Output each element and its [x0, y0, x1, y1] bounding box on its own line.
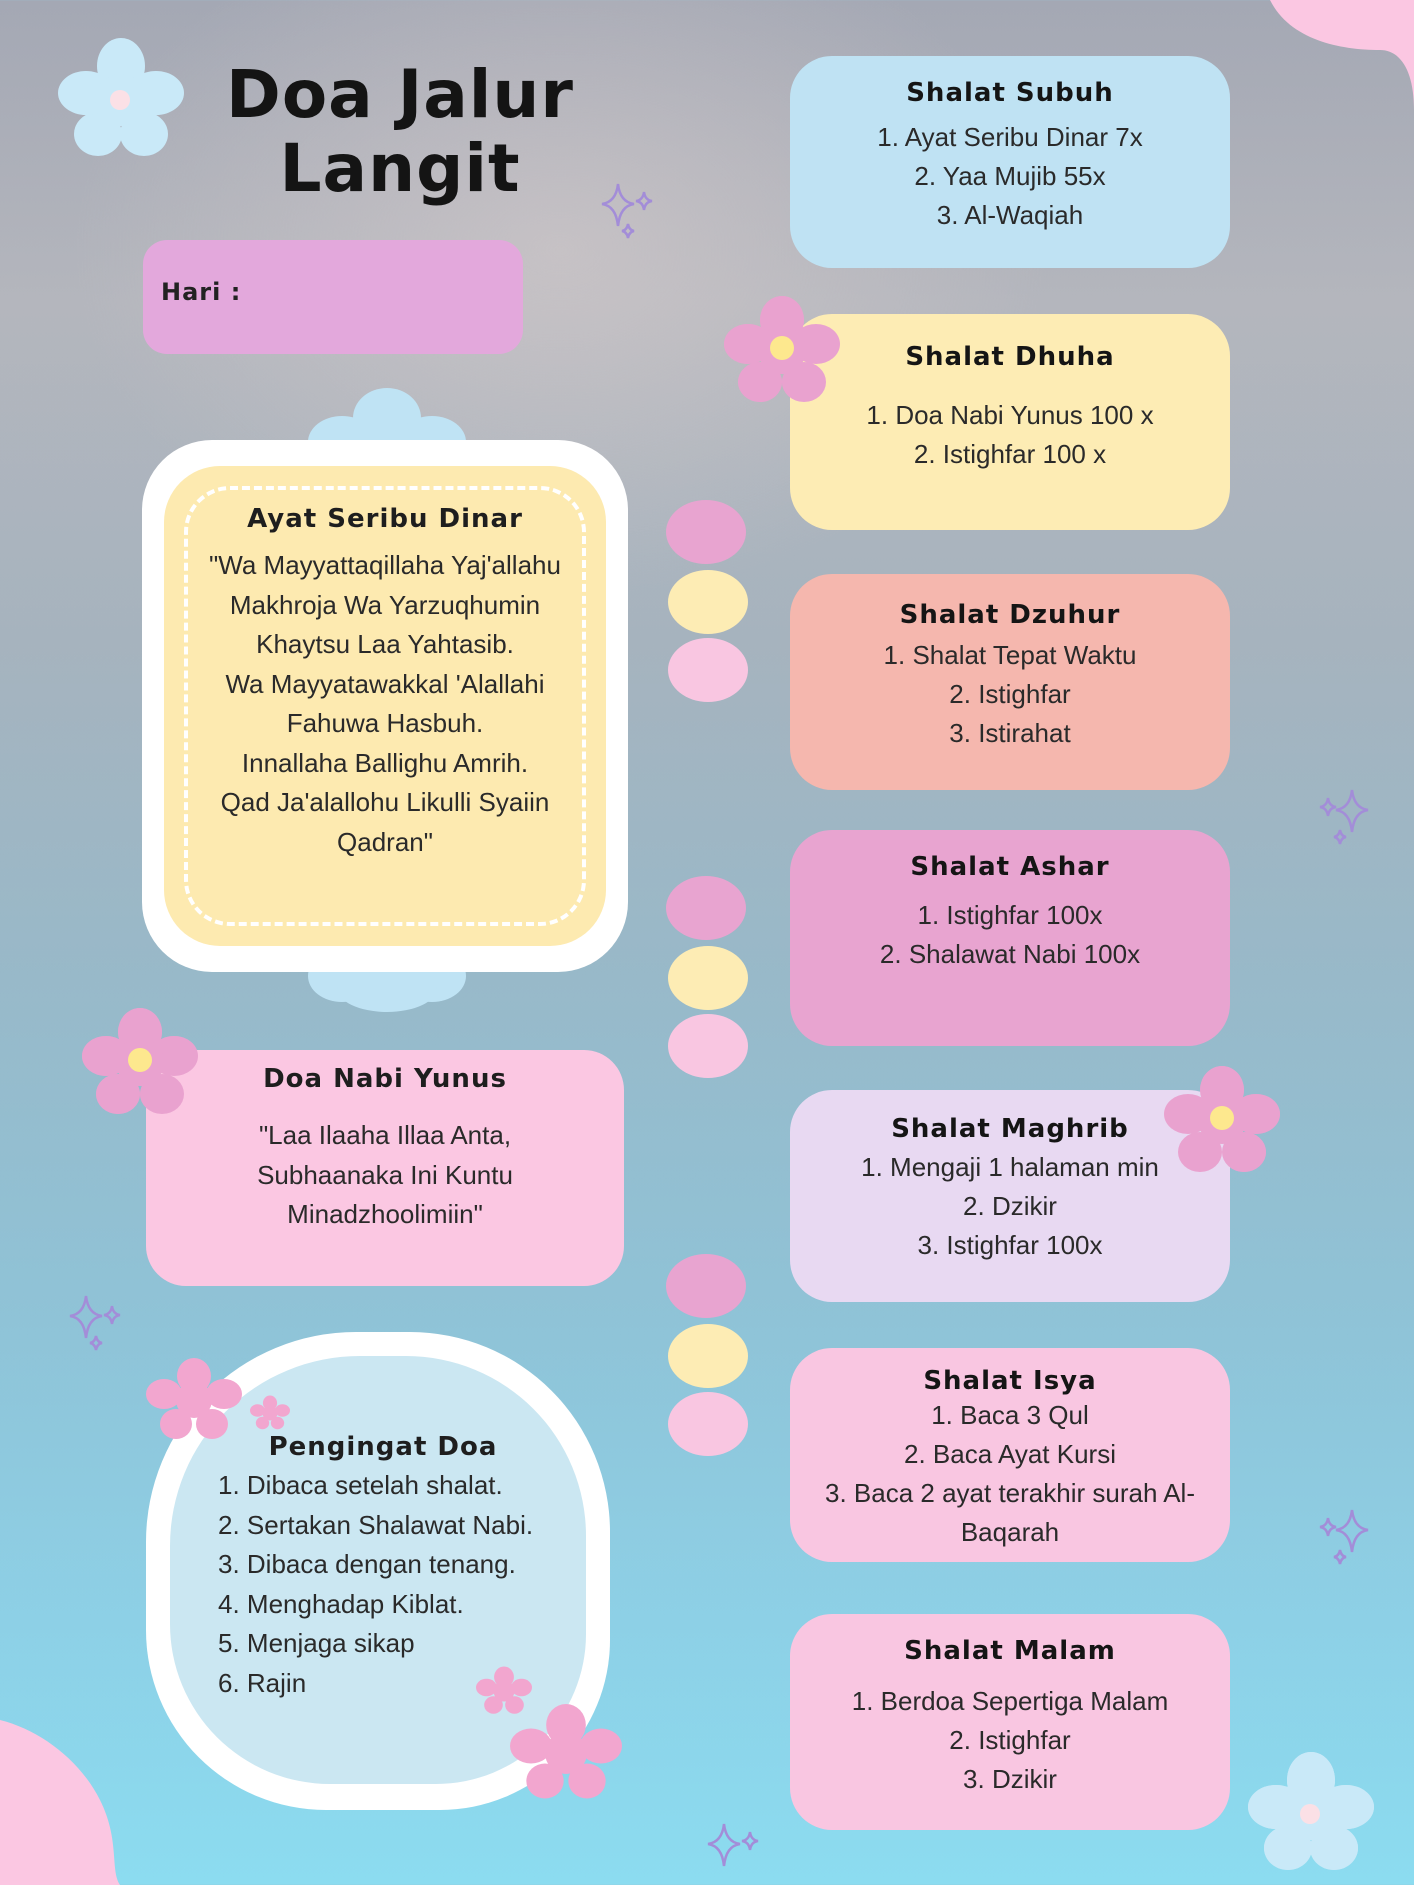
pink-flower-icon: [510, 1704, 622, 1802]
card-item: 1. Ayat Seribu Dinar 7x: [877, 122, 1143, 152]
card-shalat-malam: [790, 1614, 1230, 1830]
ayat-line: Innallaha Ballighu Amrih.: [241, 747, 529, 778]
ayat-lines: [180, 546, 590, 862]
pengingat-item: 2. Sertakan Shalawat Nabi.: [218, 1509, 534, 1540]
pink-flower-icon: [146, 1358, 242, 1442]
pink-flower-icon: [724, 296, 840, 406]
light-pink-dot: [668, 1392, 748, 1456]
card-list: [790, 1396, 1230, 1552]
card-heading: Shalat Dzuhur: [899, 600, 1121, 630]
card-item: 2. Dzikir: [963, 1191, 1057, 1221]
light-pink-dot: [668, 1014, 748, 1078]
blue-flower-icon: [1246, 1752, 1376, 1872]
sparkle-icon: [704, 1820, 764, 1882]
sparkle-icon: [66, 1292, 126, 1354]
ayat-line: Khaytsu Laa Yahtasib.: [256, 629, 514, 659]
yellow-dot: [668, 1324, 748, 1388]
ayat-line: Wa Mayyatawakkal 'Alallahi: [225, 668, 545, 699]
blue-flower-icon: [56, 38, 186, 158]
sparkle-icon: [598, 180, 658, 242]
card-item: 3. Baca 2 ayat terakhir surah Al-: [825, 1478, 1195, 1508]
card-list: [790, 396, 1230, 474]
pink-flower-icon: [82, 1008, 198, 1118]
card-item: 1. Istighfar 100x: [917, 900, 1103, 930]
pink-dot: [666, 1254, 746, 1318]
pengingat-heading: Pengingat Doa: [268, 1432, 498, 1462]
card-shalat-dhuha: [790, 314, 1230, 530]
yunus-heading: Doa Nabi Yunus: [263, 1064, 507, 1094]
pengingat-content: [218, 1432, 578, 1703]
light-pink-dot: [668, 638, 748, 702]
sparkle-icon: [1316, 1506, 1376, 1568]
yunus-lines: [146, 1116, 624, 1235]
card-shalat-subuh: [790, 56, 1230, 268]
card-heading: Shalat Subuh: [906, 78, 1114, 108]
yunus-line: Subhaanaka Ini Kuntu: [257, 1159, 513, 1190]
card-heading: Shalat Maghrib: [891, 1114, 1129, 1144]
card-item: 3. Al-Waqiah: [936, 200, 1084, 230]
yunus-card: [146, 1050, 624, 1286]
card-heading: Shalat Dhuha: [905, 342, 1115, 372]
card-shalat-ashar: [790, 830, 1230, 1046]
yellow-dot: [668, 946, 748, 1010]
ayat-line: "Wa Mayyattaqillaha Yaj'allahu: [209, 550, 561, 580]
card-item: Baqarah: [960, 1517, 1060, 1547]
pengingat-item: 4. Menghadap Kiblat.: [218, 1588, 464, 1619]
card-item: 2. Istighfar 100 x: [913, 439, 1107, 469]
card-list: [790, 118, 1230, 235]
card-item: 2. Istighfar: [949, 1725, 1071, 1755]
yunus-line: "Laa Ilaaha Illaa Anta,: [258, 1120, 512, 1150]
title-line-2: Langit: [279, 130, 521, 207]
page-title: [200, 58, 600, 206]
card-heading: Shalat Ashar: [910, 852, 1110, 882]
pengingat-item: 3. Dibaca dengan tenang.: [218, 1549, 516, 1579]
card-heading: Shalat Malam: [904, 1636, 1116, 1666]
card-item: 2. Yaa Mujib 55x: [914, 161, 1106, 191]
card-item: 3. Istirahat: [949, 718, 1071, 748]
card-item: 1. Baca 3 Qul: [931, 1400, 1089, 1430]
card-item: 3. Dzikir: [963, 1764, 1057, 1794]
title-line-1: Doa Jalur: [226, 56, 574, 133]
card-item: 1. Berdoa Sepertiga Malam: [851, 1686, 1169, 1716]
ayat-line: Qadran": [337, 826, 433, 857]
card-heading: Shalat Isya: [923, 1366, 1097, 1396]
pink-flower-icon: [250, 1394, 290, 1432]
pink-flower-icon: [1164, 1066, 1280, 1176]
pink-corner-shape-top-right: [1250, 0, 1414, 120]
ayat-content: [180, 504, 590, 862]
card-item: 2. Baca Ayat Kursi: [904, 1439, 1116, 1469]
pengingat-item: 1. Dibaca setelah shalat.: [218, 1470, 503, 1500]
pengingat-item: 5. Menjaga sikap: [218, 1628, 415, 1658]
pink-dot: [666, 500, 746, 564]
card-shalat-isya: [790, 1348, 1230, 1562]
card-item: 1. Mengaji 1 halaman min: [861, 1152, 1159, 1182]
card-list: [790, 1682, 1230, 1799]
pink-corner-shape-bottom-left: [0, 1720, 140, 1885]
pengingat-item: 6. Rajin: [218, 1667, 307, 1698]
ayat-line: Makhroja Wa Yarzuqhumin: [229, 589, 541, 620]
card-item: 1. Shalat Tepat Waktu: [883, 640, 1137, 670]
card-item: 1. Doa Nabi Yunus 100 x: [866, 400, 1154, 430]
ayat-line: Fahuwa Hasbuh.: [286, 708, 484, 738]
ayat-line: Qad Ja'alallohu Likulli Syaiin: [220, 787, 550, 817]
card-item: 2. Istighfar: [949, 679, 1071, 709]
card-item: 3. Istighfar 100x: [917, 1230, 1103, 1260]
sparkle-icon: [1316, 786, 1376, 848]
card-item: 2. Shalawat Nabi 100x: [879, 939, 1141, 969]
card-shalat-dzuhur: [790, 574, 1230, 790]
yellow-dot: [668, 570, 748, 634]
pink-dot: [666, 876, 746, 940]
ayat-heading: Ayat Seribu Dinar: [247, 504, 523, 534]
card-list: [790, 636, 1230, 753]
hari-label: Hari :: [161, 278, 242, 306]
card-list: [790, 896, 1230, 974]
yunus-line: Minadzhoolimiin": [287, 1199, 483, 1229]
